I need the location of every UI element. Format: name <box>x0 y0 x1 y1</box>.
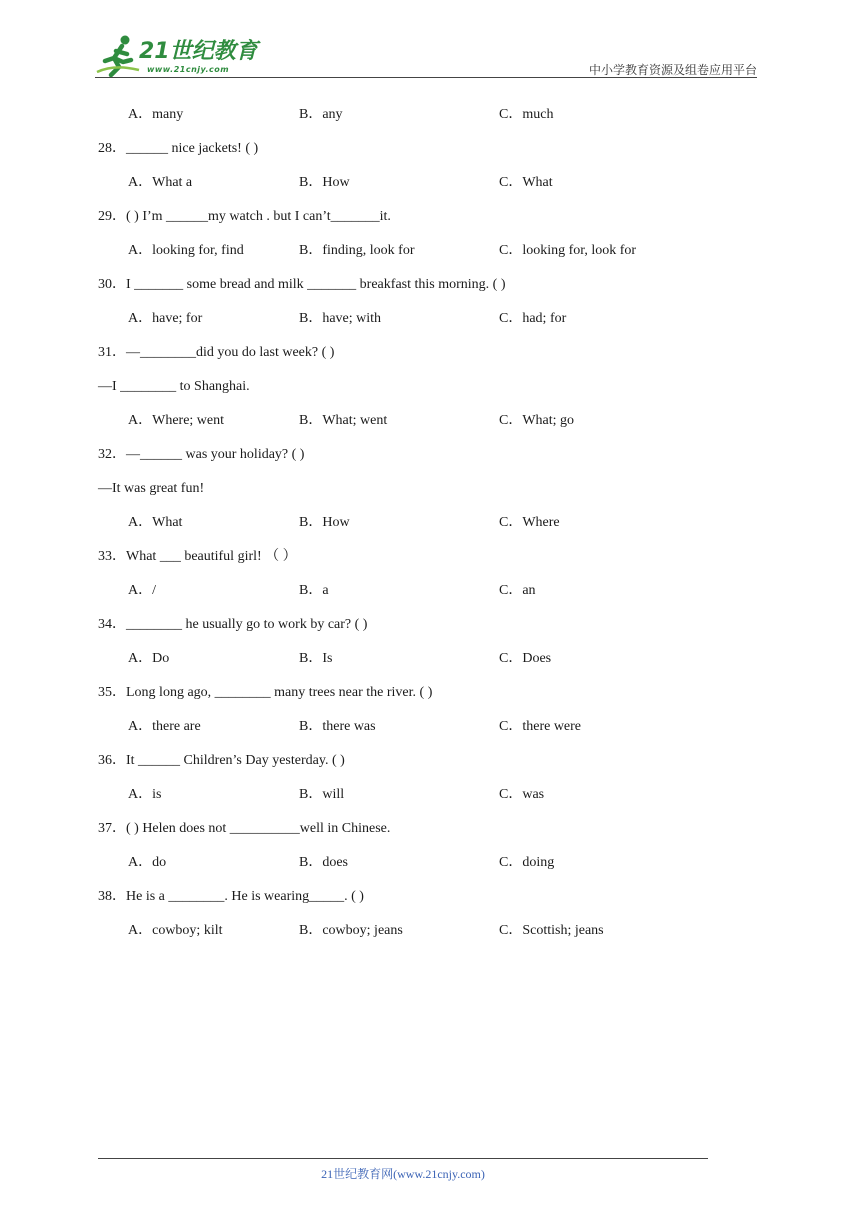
question-line: 32．—______ was your holiday? ( ) <box>98 447 305 462</box>
option-c: C．Does <box>499 651 552 666</box>
answer-options-row <box>98 920 758 954</box>
question-list <box>98 104 758 954</box>
page-header <box>95 30 757 78</box>
option-c: C．an <box>499 583 536 598</box>
option-c: C．What; go <box>499 413 575 428</box>
site-logo[interactable] <box>95 34 265 78</box>
option-c: C．had; for <box>499 311 567 326</box>
question-line: 30．I _______ some bread and milk _______ breakfast this morning. ( ) <box>98 277 506 292</box>
footer-divider <box>98 1158 708 1159</box>
option-a: A．Where; went <box>128 413 225 428</box>
header-divider <box>95 77 757 78</box>
runner-logo-icon <box>95 34 141 78</box>
option-c: C．What <box>499 175 553 190</box>
option-c: C．Scottish; jeans <box>499 923 604 938</box>
answer-options-row <box>98 172 758 206</box>
question-line: 28．______ nice jackets! ( ) <box>98 141 259 156</box>
question-line: 33．What ___ beautiful girl! （ ） <box>98 549 297 564</box>
option-b: B．have; with <box>299 311 382 326</box>
option-b: B．What; went <box>299 413 388 428</box>
question-line: 35．Long long ago, ________ many trees near the river. ( ) <box>98 685 433 700</box>
option-b: B．Is <box>299 651 333 666</box>
option-b: B．cowboy; jeans <box>299 923 403 938</box>
option-b: B．will <box>299 787 345 802</box>
option-a: A．have; for <box>128 311 203 326</box>
option-a: A．cowboy; kilt <box>128 923 223 938</box>
option-c: C．doing <box>499 855 555 870</box>
question-line: 29．( ) I’m ______my watch . but I can’t_______it. <box>98 209 391 224</box>
answer-options-row <box>98 784 758 818</box>
question-line: 31．—________did you do last week? ( ) <box>98 345 335 360</box>
option-b: B．finding, look for <box>299 243 415 258</box>
answer-options-row <box>98 852 758 886</box>
option-a: A．/ <box>128 583 156 598</box>
option-b: B．How <box>299 515 350 530</box>
logo-main-text: 21世纪教育 <box>139 39 258 64</box>
option-a: A．is <box>128 787 162 802</box>
option-b: B．there was <box>299 719 376 734</box>
platform-name: 中小学教育资源及组卷应用平台 <box>588 63 757 77</box>
option-b: B．How <box>299 175 350 190</box>
option-a: A．What <box>128 515 183 530</box>
answer-options-row <box>98 512 758 546</box>
option-a: A．many <box>128 107 184 122</box>
answer-options-row <box>98 580 758 614</box>
question-line: 36．It ______ Children’s Day yesterday. ( ) <box>98 753 345 768</box>
logo-url-text: www.21cnjy.com <box>147 65 230 74</box>
option-b: B．any <box>299 107 343 122</box>
answer-options-row <box>98 410 758 444</box>
option-a: A．Do <box>128 651 170 666</box>
option-b: B．does <box>299 855 348 870</box>
answer-options-row <box>98 648 758 682</box>
option-b: B．a <box>299 583 329 598</box>
question-line: —I ________ to Shanghai. <box>98 379 250 394</box>
option-c: C．Where <box>499 515 560 530</box>
answer-options-row <box>98 104 758 138</box>
option-c: C．looking for, look for <box>499 243 637 258</box>
option-a: A．there are <box>128 719 201 734</box>
question-line: 34．________ he usually go to work by car? ( ) <box>98 617 368 632</box>
option-a: A．do <box>128 855 167 870</box>
option-c: C．there were <box>499 719 582 734</box>
question-line: 37．( ) Helen does not __________well in Chinese. <box>98 821 391 836</box>
option-a: A．looking for, find <box>128 243 244 258</box>
answer-options-row <box>98 308 758 342</box>
question-line: —It was great fun! <box>98 481 205 496</box>
answer-options-row <box>98 716 758 750</box>
option-a: A．What a <box>128 175 193 190</box>
question-line: 38．He is a ________. He is wearing_____. ( ) <box>98 889 364 904</box>
option-c: C．was <box>499 787 545 802</box>
answer-options-row <box>98 240 758 274</box>
footer-link[interactable]: 21世纪教育网(www.21cnjy.com) <box>321 1167 485 1181</box>
option-c: C．much <box>499 107 554 122</box>
